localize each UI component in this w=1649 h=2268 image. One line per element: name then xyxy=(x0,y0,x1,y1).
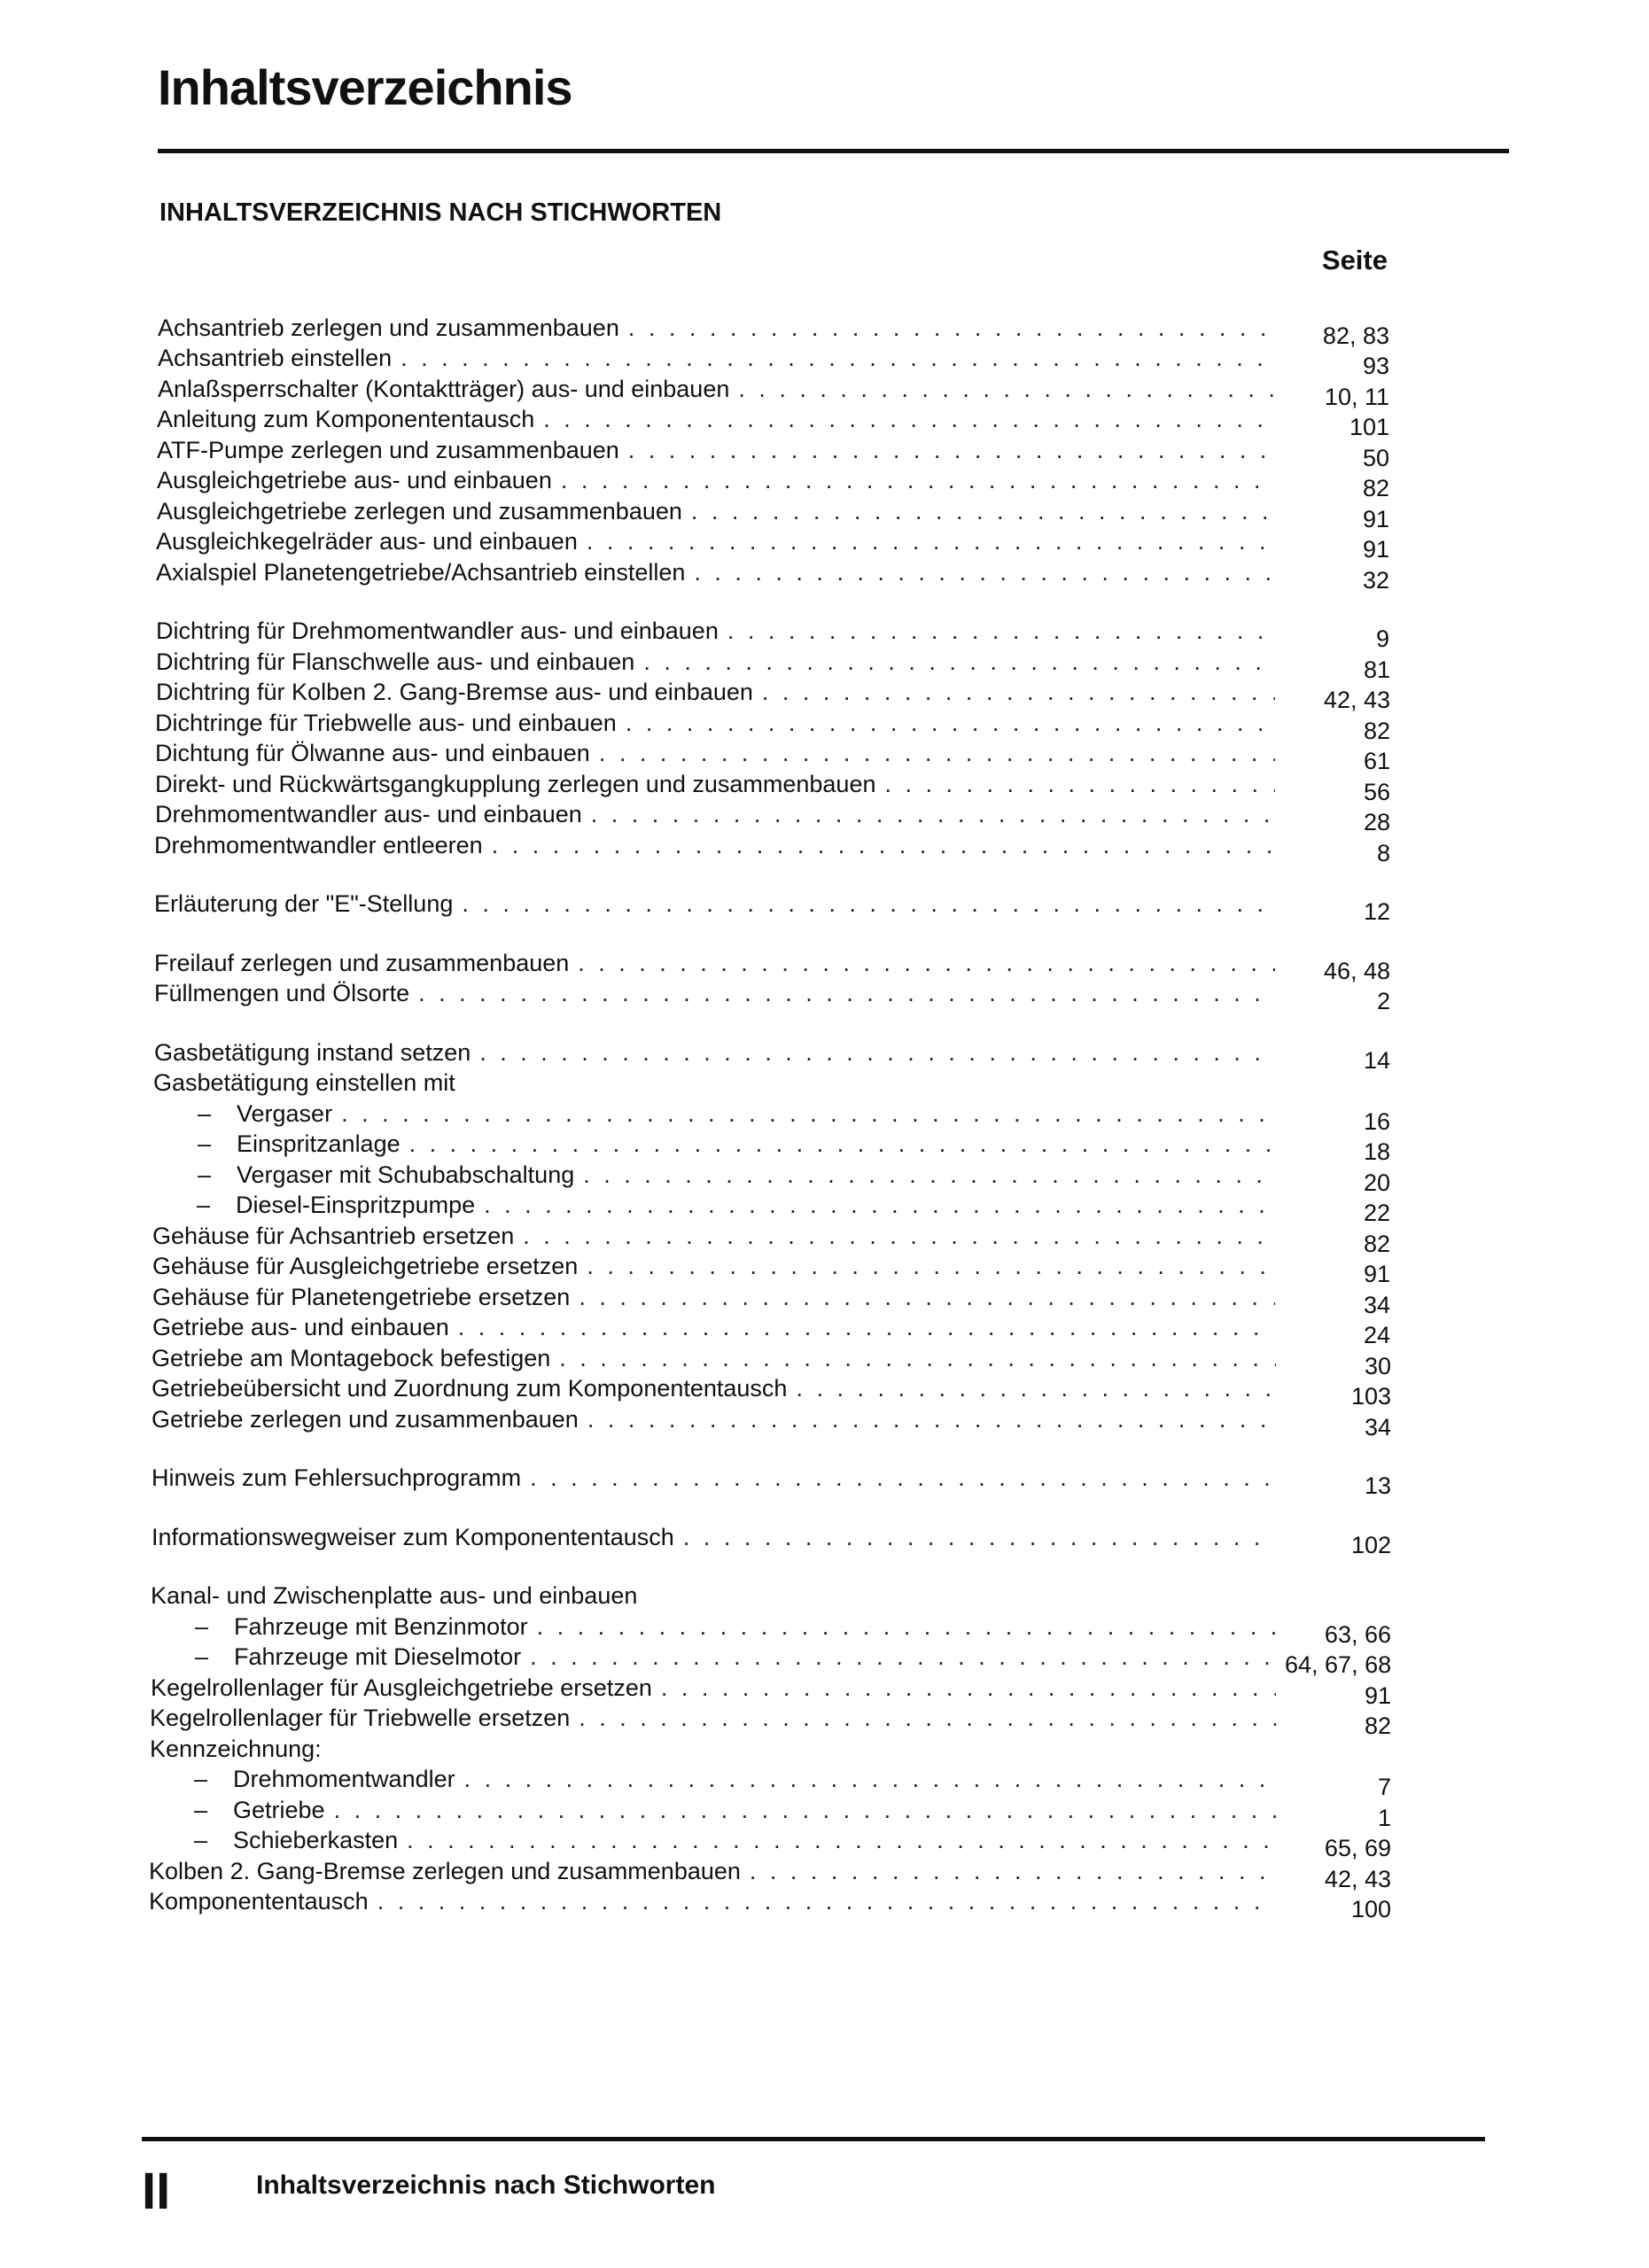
toc-entry-label xyxy=(153,1129,401,1159)
dot-leader xyxy=(628,435,1274,465)
dot-leader xyxy=(561,465,1274,495)
toc-entry-label: Ausgleichkegelräder aus- und einbauen xyxy=(156,528,578,555)
dot-leader xyxy=(578,948,1275,978)
toc-entry xyxy=(0,1764,1649,1800)
toc-page-number: 82 xyxy=(1362,475,1389,501)
toc-page-number: 16 xyxy=(1363,1107,1390,1135)
toc-entry-text: Einspritzanlage xyxy=(237,1130,401,1157)
toc-group xyxy=(0,1521,1649,1558)
toc-entry xyxy=(0,1463,1649,1499)
dot-leader xyxy=(537,1612,1276,1642)
dot-leader xyxy=(462,889,1275,919)
toc-entry xyxy=(0,677,1649,713)
dot-leader xyxy=(683,1522,1276,1552)
toc-page-number: 64, 67, 68 xyxy=(1285,1651,1392,1678)
toc-page-number: 18 xyxy=(1363,1138,1390,1165)
toc-entry xyxy=(0,556,1649,594)
dot-leader xyxy=(579,1703,1276,1733)
dot-leader xyxy=(377,1886,1276,1916)
toc-entry-label: Achsantrieb zerlegen und zusammenbauen xyxy=(158,314,619,341)
toc-page-number: 82, 83 xyxy=(1322,322,1389,349)
toc-entry xyxy=(0,646,1649,683)
dot-leader xyxy=(591,799,1275,829)
dot-leader xyxy=(762,677,1275,707)
footer-rule xyxy=(142,2137,1485,2141)
toc-page-number: 32 xyxy=(1362,566,1389,594)
toc-page-number: 56 xyxy=(1363,778,1390,805)
toc-entry xyxy=(0,616,1649,652)
dot-leader xyxy=(643,647,1275,677)
toc-entry xyxy=(0,1251,1649,1287)
toc-page-number: 14 xyxy=(1363,1046,1390,1074)
toc-entry-label: Füllmengen und Ölsorte xyxy=(154,980,410,1006)
toc-entry-label: Achsantrieb einstellen xyxy=(158,345,393,371)
toc-entry-label: Direkt- und Rückwärtsgangkupplung zerlegen und zusammenbauen xyxy=(155,770,876,797)
toc-entry xyxy=(0,768,1649,805)
toc-entry-label: Kegelrollenlager für Triebwelle ersetzen xyxy=(150,1705,571,1731)
dot-leader xyxy=(407,1825,1276,1855)
toc-entry-label: Kanal- und Zwischenplatte aus- und einbauen xyxy=(151,1582,638,1609)
toc-entry-label xyxy=(150,1825,398,1855)
toc-entry xyxy=(0,1342,1649,1379)
toc-group xyxy=(0,947,1649,1014)
toc-entry xyxy=(0,1611,1649,1648)
toc-entry xyxy=(0,1129,1649,1165)
toc-entry-text: Vergaser xyxy=(237,1099,333,1127)
toc-entry xyxy=(0,1703,1649,1739)
toc-entry xyxy=(0,343,1649,379)
toc-page-number: 103 xyxy=(1350,1383,1391,1410)
toc-entry-label: Dichtring für Flanschwelle aus- und einbauen xyxy=(156,648,635,675)
dot-leader xyxy=(523,1221,1275,1251)
dot-leader xyxy=(530,1642,1276,1672)
toc-entry-label: Drehmomentwandler aus- und einbauen xyxy=(155,801,582,827)
toc-entry-label: Erläuterung der "E"-Stellung xyxy=(154,890,454,917)
toc-page-number: 93 xyxy=(1362,353,1389,379)
toc-entry-label: Kennzeichnung: xyxy=(150,1735,322,1762)
toc-page-number: 91 xyxy=(1364,1682,1391,1709)
dot-leader xyxy=(599,738,1275,768)
toc-entry xyxy=(0,1068,1649,1099)
toc-entry xyxy=(0,1037,1649,1074)
toc-page-number: 50 xyxy=(1362,444,1389,471)
dot-leader xyxy=(479,1037,1275,1068)
dot-leader xyxy=(418,978,1275,1008)
dot-leader xyxy=(464,1764,1276,1794)
sub-entry-dash: – xyxy=(195,1643,209,1670)
dot-leader xyxy=(341,1099,1275,1129)
toc-entry xyxy=(0,978,1649,1014)
toc-entry-label: Gasbetätigung instand setzen xyxy=(154,1038,471,1066)
toc-entry xyxy=(0,1886,1649,1922)
dot-leader xyxy=(492,830,1275,860)
toc-page-number: 61 xyxy=(1363,748,1390,774)
toc-entry-label: Getriebe am Montagebock befestigen xyxy=(152,1344,551,1371)
toc-page-number: 63, 66 xyxy=(1324,1620,1391,1648)
toc-page-number: 30 xyxy=(1364,1352,1391,1379)
toc-entry xyxy=(0,1220,1649,1257)
toc-group xyxy=(0,1581,1649,1922)
dot-leader xyxy=(543,404,1274,434)
toc-page-number: 91 xyxy=(1363,1261,1390,1287)
toc-page-number: 82 xyxy=(1363,717,1390,744)
sub-entry-dash: – xyxy=(194,1796,208,1823)
toc-page-number: 8 xyxy=(1376,839,1390,866)
sub-entry-dash: – xyxy=(198,1099,212,1127)
toc-entry xyxy=(0,738,1649,774)
toc-entry xyxy=(0,1642,1649,1678)
dot-leader xyxy=(579,1282,1275,1312)
dot-leader xyxy=(884,769,1275,799)
toc-page-number: 102 xyxy=(1350,1531,1391,1558)
toc-entry xyxy=(0,1312,1649,1348)
toc-page-number: 2 xyxy=(1376,988,1390,1014)
toc-page-number: 82 xyxy=(1363,1230,1390,1257)
dot-leader xyxy=(691,496,1274,526)
toc-page-number: 34 xyxy=(1363,1291,1390,1318)
section-subtitle: INHALTSVERZEICHNIS NACH STICHWORTEN xyxy=(159,198,722,227)
toc-entry-label: Anlaßsperrschalter (Kontaktträger) aus- und einbauen xyxy=(158,375,730,402)
toc-entry-label: Dichtring für Drehmomentwandler aus- und einbauen xyxy=(156,617,719,644)
toc-group xyxy=(0,1463,1649,1499)
page-title: Inhaltsverzeichnis xyxy=(158,59,572,115)
dot-leader xyxy=(559,1343,1276,1373)
toc-entry xyxy=(0,799,1649,835)
toc-entry-label xyxy=(152,1190,475,1220)
toc-entry-label: Freilauf zerlegen und zusammenbauen xyxy=(154,949,570,976)
toc-page-number: 12 xyxy=(1363,898,1390,925)
dot-leader xyxy=(750,1856,1276,1886)
toc-entry xyxy=(0,526,1649,563)
toc-entry-label xyxy=(153,1099,332,1129)
toc-entry-text: Schieberkasten xyxy=(233,1827,399,1853)
toc-entry-label: Komponententausch xyxy=(149,1888,369,1915)
toc-entry xyxy=(0,1521,1649,1558)
toc-entry-text: Fahrzeuge mit Dieselmotor xyxy=(234,1643,522,1670)
toc-entry xyxy=(0,1733,1649,1764)
toc-page-number: 1 xyxy=(1377,1804,1391,1831)
toc-page-number: 65, 69 xyxy=(1324,1835,1391,1861)
toc-entry-label: Kegelrollenlager für Ausgleichgetriebe ersetzen xyxy=(151,1674,652,1701)
toc-entry-label: Gehäuse für Achsantrieb ersetzen xyxy=(152,1222,515,1249)
toc-entry-label: Gehäuse für Planetengetriebe ersetzen xyxy=(152,1283,571,1310)
dot-leader xyxy=(587,1251,1275,1281)
toc-entry-label: Ausgleichgetriebe aus- und einbauen xyxy=(157,467,552,493)
toc-page-number: 81 xyxy=(1363,656,1390,683)
toc-entry-label xyxy=(150,1795,325,1825)
toc-entry xyxy=(0,707,1649,744)
toc-entry-label: Gasbetätigung einstellen mit xyxy=(153,1069,455,1096)
toc-entry-label xyxy=(153,1160,574,1190)
table-of-contents xyxy=(0,312,1649,1945)
toc-entry xyxy=(0,1825,1649,1861)
dot-leader xyxy=(626,708,1275,738)
toc-entry-label: Getriebe aus- und einbauen xyxy=(152,1314,449,1340)
sub-entry-dash: – xyxy=(195,1612,209,1640)
toc-entry xyxy=(0,1794,1649,1831)
toc-page-number: 13 xyxy=(1364,1472,1391,1499)
sub-entry-dash: – xyxy=(198,1130,212,1157)
toc-entry xyxy=(0,373,1649,410)
dot-leader xyxy=(458,1312,1275,1342)
dot-leader xyxy=(661,1673,1276,1703)
toc-entry-label: Dichtringe für Triebwelle aus- und einbauen xyxy=(155,709,617,736)
chapter-number: II xyxy=(142,2163,171,2220)
toc-entry-text: Vergaser mit Schubabschaltung xyxy=(237,1161,575,1188)
toc-entry xyxy=(0,1190,1649,1226)
toc-entry xyxy=(0,1581,1649,1612)
toc-entry xyxy=(0,434,1649,471)
dot-leader xyxy=(334,1795,1276,1825)
toc-entry-text: Fahrzeuge mit Benzinmotor xyxy=(234,1612,528,1640)
toc-entry-label: Anleitung zum Komponententausch xyxy=(157,406,535,432)
header-rule xyxy=(158,149,1509,153)
dot-leader xyxy=(409,1129,1275,1159)
dot-leader xyxy=(796,1373,1276,1403)
toc-entry xyxy=(0,1855,1649,1892)
toc-entry-label xyxy=(151,1612,528,1642)
toc-entry xyxy=(0,1281,1649,1318)
dot-leader xyxy=(727,616,1274,646)
toc-page-number: 91 xyxy=(1362,505,1389,532)
toc-entry xyxy=(0,312,1649,349)
sub-entry-dash: – xyxy=(194,1827,208,1853)
toc-group xyxy=(0,889,1649,925)
toc-entry xyxy=(0,1373,1649,1410)
toc-entry-label: Ausgleichgetriebe zerlegen und zusammenbauen xyxy=(157,497,682,524)
toc-entry xyxy=(0,465,1649,501)
toc-group xyxy=(0,616,1649,866)
toc-page-number: 46, 48 xyxy=(1323,957,1390,984)
toc-entry-text: Getriebe xyxy=(233,1796,325,1823)
toc-entry xyxy=(0,889,1649,925)
sub-entry-dash: – xyxy=(194,1766,208,1792)
toc-entry-text: Diesel-Einspritzpumpe xyxy=(236,1192,476,1218)
toc-entry xyxy=(0,829,1649,866)
toc-entry-label: Hinweis zum Fehlersuchprogramm xyxy=(152,1464,522,1491)
toc-page-number: 28 xyxy=(1363,809,1390,835)
dot-leader xyxy=(694,557,1274,587)
page-column-label: Seite xyxy=(1321,245,1388,276)
toc-page-number: 34 xyxy=(1364,1413,1391,1441)
toc-page-number: 10, 11 xyxy=(1324,383,1389,410)
sub-entry-dash: – xyxy=(198,1161,212,1188)
toc-entry-label: Kolben 2. Gang-Bremse zerlegen und zusammenbauen xyxy=(149,1857,741,1884)
dot-leader xyxy=(587,526,1274,556)
toc-entry xyxy=(0,495,1649,532)
sub-entry-dash: – xyxy=(197,1192,211,1218)
toc-page-number: 24 xyxy=(1363,1322,1390,1348)
toc-entry-label: Getriebe zerlegen und zusammenbauen xyxy=(152,1405,579,1433)
toc-page-number: 42, 43 xyxy=(1324,1865,1391,1892)
toc-entry-label: Dichtung für Ölwanne aus- und einbauen xyxy=(155,740,590,766)
toc-page-number: 22 xyxy=(1363,1200,1390,1226)
toc-page-number: 20 xyxy=(1363,1169,1390,1196)
toc-page-number: 9 xyxy=(1375,625,1389,652)
toc-group xyxy=(0,312,1649,594)
toc-page-number: 42, 43 xyxy=(1323,687,1390,713)
toc-page-number: 100 xyxy=(1350,1896,1391,1922)
toc-group xyxy=(0,1037,1649,1441)
toc-entry-label: Getriebeübersicht und Zuordnung zum Komponententausch xyxy=(152,1375,788,1402)
dot-leader xyxy=(738,374,1274,404)
toc-entry-label: Gehäuse für Ausgleichgetriebe ersetzen xyxy=(152,1253,579,1279)
toc-entry xyxy=(0,404,1649,440)
toc-entry-label: Drehmomentwandler entleeren xyxy=(154,831,483,858)
toc-entry xyxy=(0,1159,1649,1196)
toc-entry xyxy=(0,1403,1649,1441)
toc-entry-label xyxy=(151,1642,521,1672)
toc-page-number: 101 xyxy=(1349,414,1389,440)
toc-entry xyxy=(0,1098,1649,1135)
toc-entry-label: ATF-Pumpe zerlegen und zusammenbauen xyxy=(157,436,619,463)
toc-entry xyxy=(0,1672,1649,1709)
dot-leader xyxy=(587,1404,1276,1434)
dot-leader xyxy=(530,1463,1276,1493)
toc-entry-label: Dichtring für Kolben 2. Gang-Bremse aus- und einbauen xyxy=(156,679,753,705)
dot-leader xyxy=(401,343,1274,373)
toc-entry-label xyxy=(150,1764,455,1794)
toc-entry-text: Drehmomentwandler xyxy=(233,1766,455,1792)
dot-leader xyxy=(628,313,1274,343)
footer-title: Inhaltsverzeichnis nach Stichworten xyxy=(256,2171,716,2200)
toc-page-number: 7 xyxy=(1377,1774,1391,1800)
toc-entry-label: Axialspiel Planetengetriebe/Achsantrieb einstellen xyxy=(156,558,686,586)
dot-leader xyxy=(484,1190,1275,1220)
toc-page-number: 91 xyxy=(1362,536,1389,563)
toc-entry xyxy=(0,947,1649,984)
toc-page-number: 82 xyxy=(1364,1713,1391,1739)
dot-leader xyxy=(583,1160,1275,1190)
toc-entry-label: Informationswegweiser zum Komponententausch xyxy=(152,1523,674,1550)
